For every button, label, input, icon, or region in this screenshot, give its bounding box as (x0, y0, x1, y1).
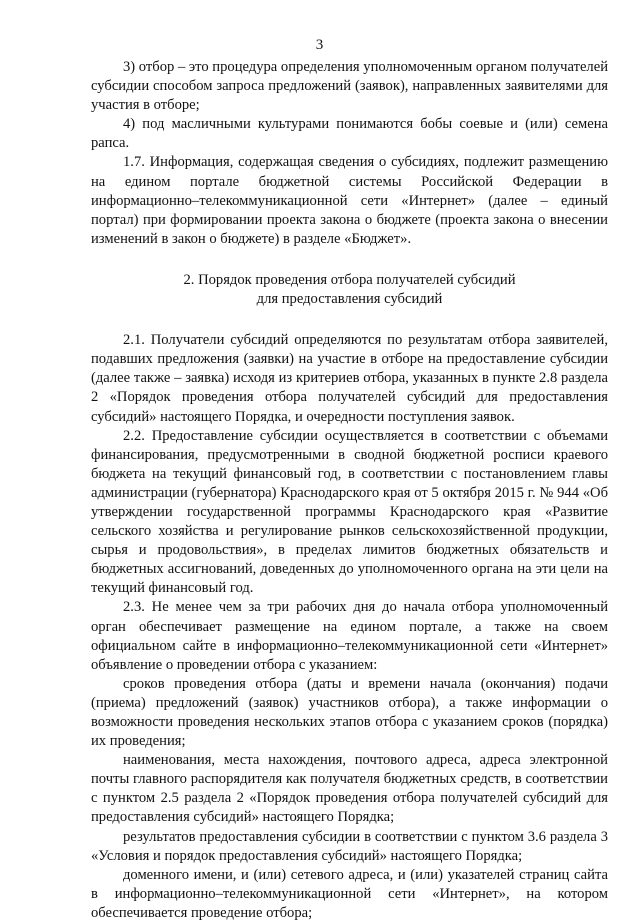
paragraph-item-4: 4) под масличными культурами понимаются бобы соевые и (или) семена рапса. (91, 116, 608, 152)
paragraph-2-2: 2.2. Предоставление субсидии осуществляется в соответствии с объемами финансирования, предусмотренными в сводной бюджетной росписи краевого бюджета на текущий финансовый год, в соответствии с постановлением главы администрации (губернатора) Краснодарского края от 5 октября 2015 г. № 944 «Об утверждении государственной программы Краснодарского края «Развитие сельского хозяйства и регулирование рынков сельскохозяйственной продукции, сырья и продовольствия», в пределах лимитов бюджетных обязательств и бюджетных ассигнований, доведенных до уполномоченного органа на эти цели на текущий финансовый год. (91, 427, 608, 597)
document-body (91, 58, 608, 923)
list-item-organization: наименования, места нахождения, почтового адреса, адреса электронной почты главного распорядителя как получателя бюджетных средств, в соответствии с пунктом 2.5 раздела 2 «Порядок проведения отбора получателей субсидий для предоставления субсидий» настоящего Порядка; (91, 752, 608, 826)
list-item-domain: доменного имени, и (или) сетевого адреса, и (или) указателей страниц сайта в информационно–телекоммуникационной сети «Интернет», на котором обеспечивается проведение отбора; (91, 866, 608, 921)
page-number: 3 (315, 37, 324, 53)
paragraph-1-7: 1.7. Информация, содержащая сведения о субсидиях, подлежит размещению на едином портале бюджетной системы Российской Федерации в информационно–телекоммуникационной сети «Интернет» (далее – единый портал) при формировании проекта закона о бюджете (проекта закона о внесении изменений в закон о бюджете) в разделе «Бюджет». (91, 154, 608, 247)
list-item-results: результатов предоставления субсидии в соответствии с пунктом 3.6 раздела 3 «Условия и порядок предоставления субсидий» настоящего Порядка; (91, 828, 608, 864)
list-item-deadlines: сроков проведения отбора (даты и времени начала (окончания) подачи (приема) предложений (заявок) участников отбора), а также информации о возможности проведения нескольких этапов отбора с указанием сроков (порядка) их проведения; (91, 675, 608, 750)
section-heading (91, 271, 608, 309)
paragraph-2-1: 2.1. Получатели субсидий определяются по результатам отбора заявителей, подавших предложения (заявки) на участие в отборе на предоставление субсидии (далее также – заявка) исходя из критериев отбора, указанных в пункте 2.8 раздела 2 «Порядок проведения отбора получателей субсидий для предоставления субсидий» настоящего Порядка, и очередности поступления заявок. (91, 332, 608, 425)
paragraph-item-3: 3) отбор – это процедура определения уполномоченным органом получателей субсидии способом запроса предложений (заявок), направленных заявителями для участия в отборе; (91, 59, 608, 114)
section-heading-line-2: для предоставления субсидий (256, 291, 443, 308)
section-heading-line-1: 2. Порядок проведения отбора получателей субсидий (183, 271, 516, 288)
paragraph-2-3: 2.3. Не менее чем за три рабочих дня до начала отбора уполномоченный орган обеспечивает размещение на едином портале, а также на своем официальном сайте в информационно–телекоммуникационной сети «Интернет» объявление о проведении отбора с указанием: (91, 599, 608, 673)
